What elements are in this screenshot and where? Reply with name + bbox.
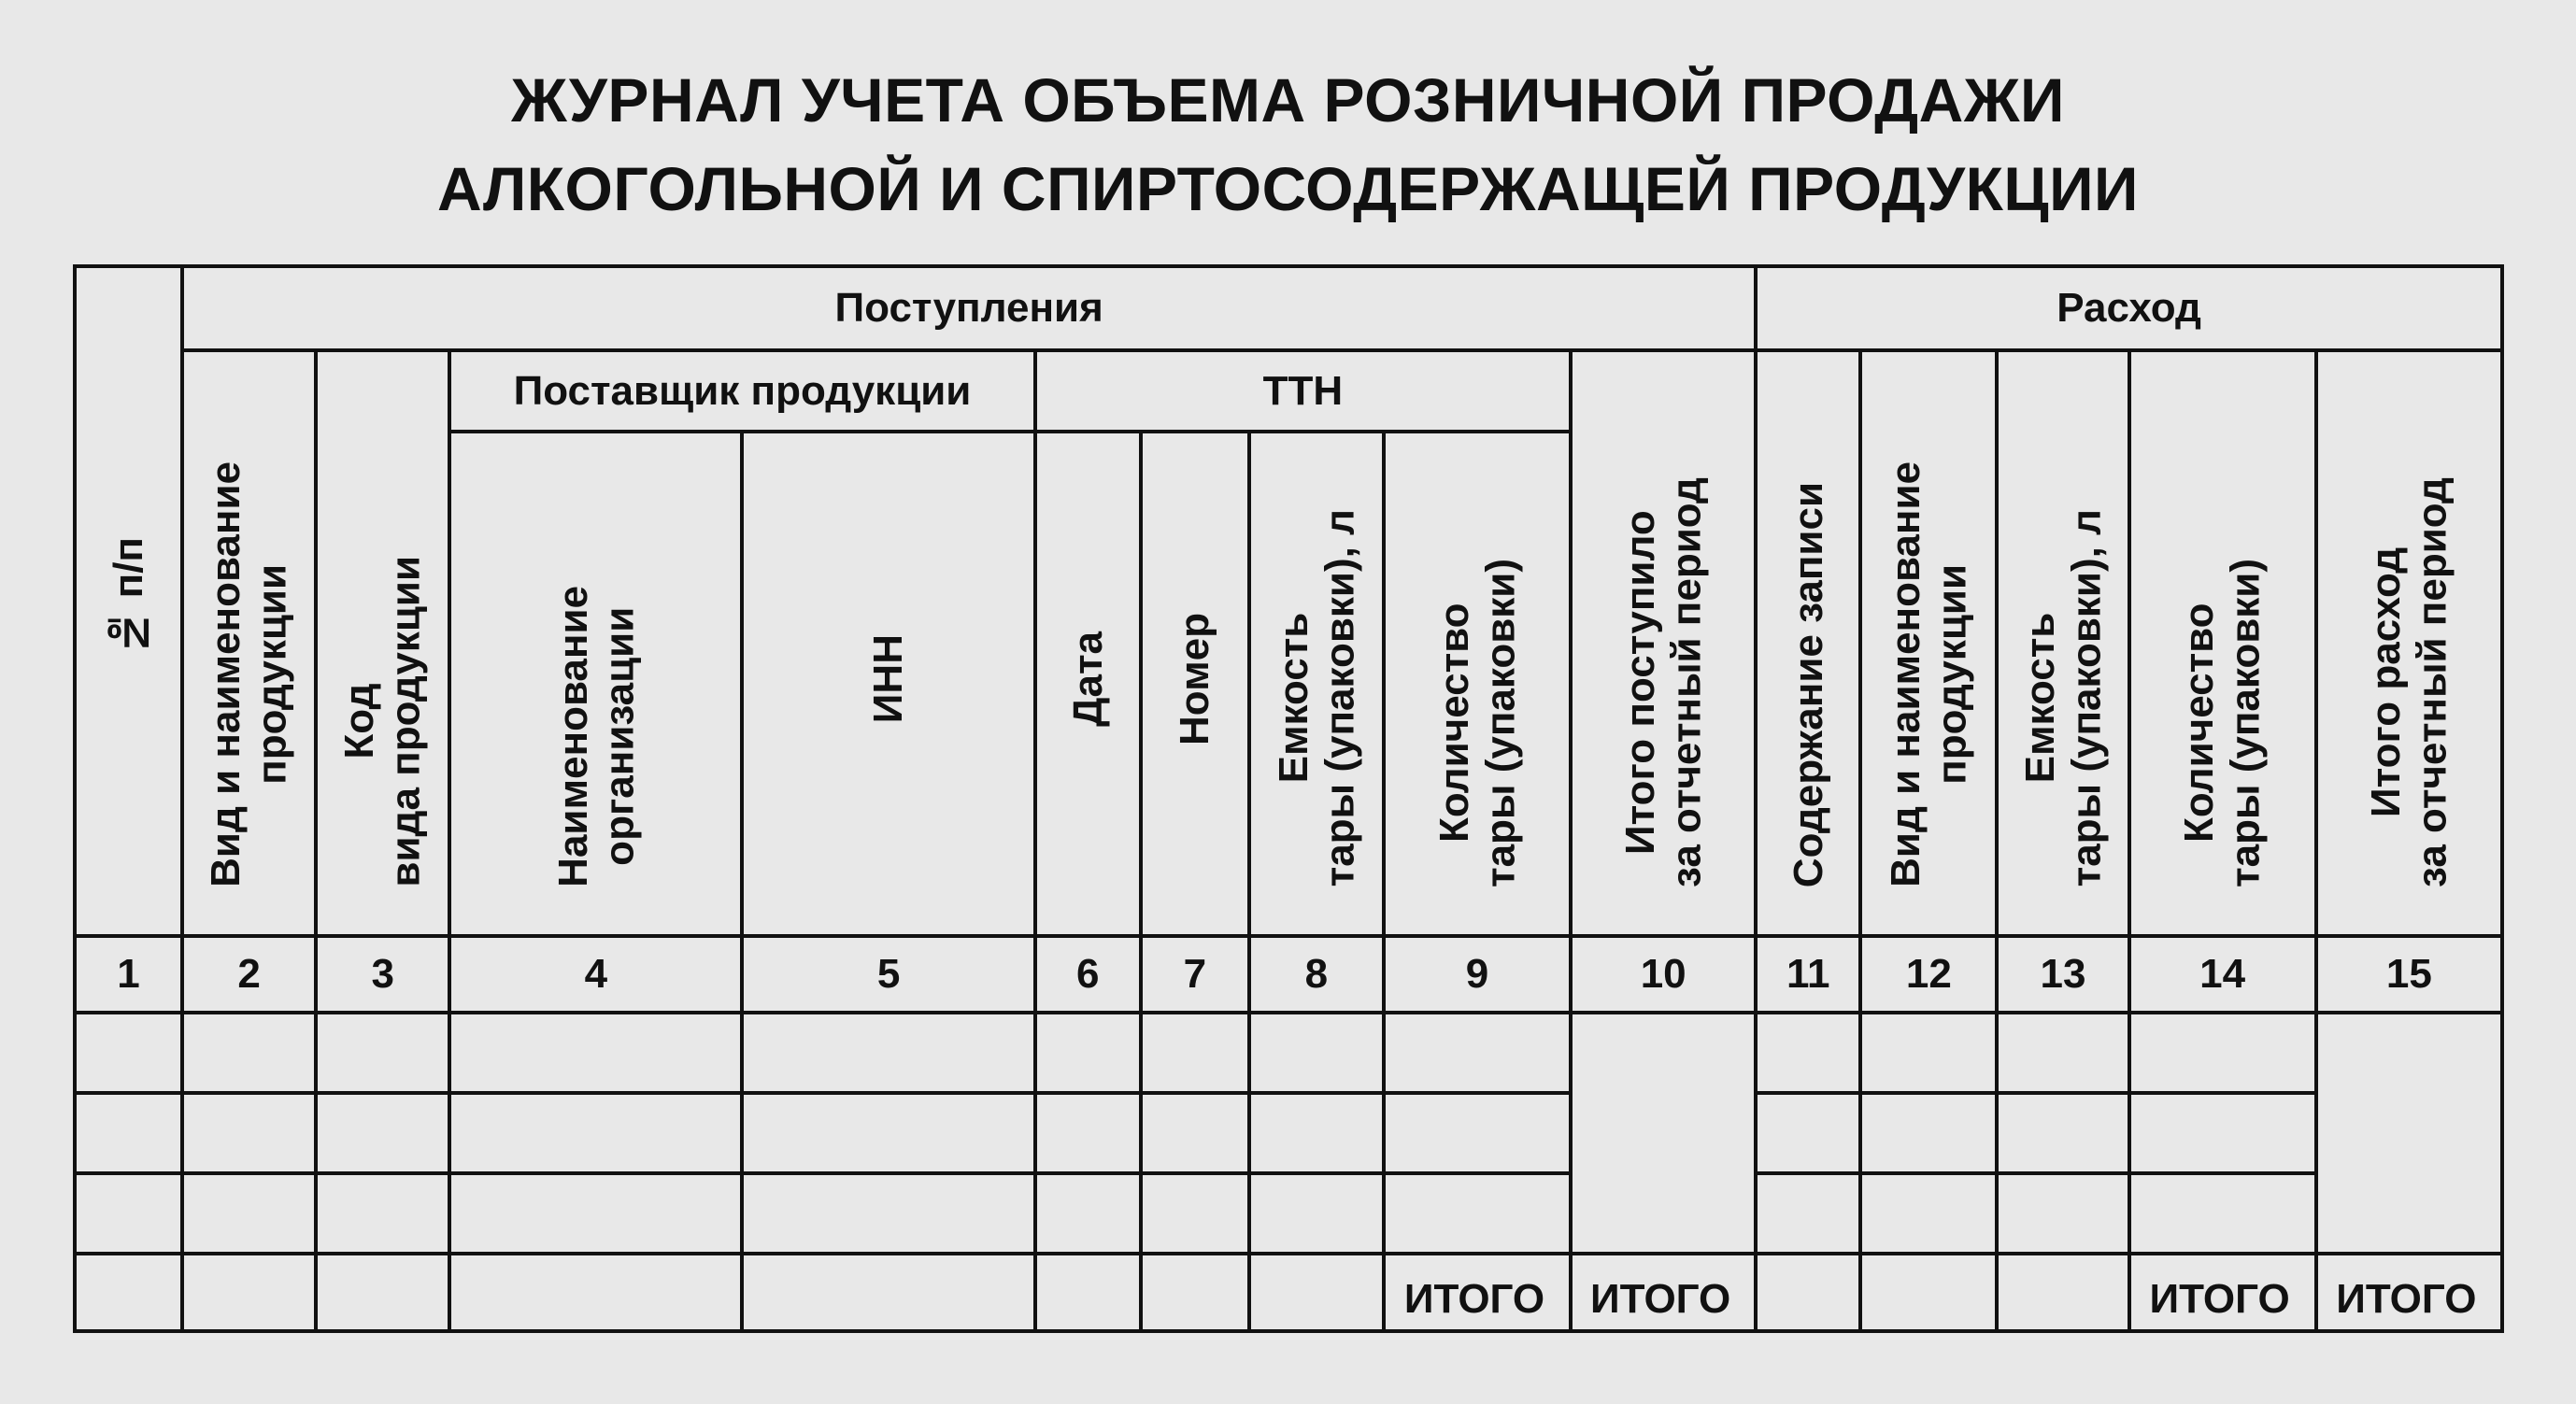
table-row	[75, 1093, 2502, 1173]
header-r-kol-label: Количество тары (упаковки)	[2176, 558, 2269, 887]
header-soderzhanie	[1756, 350, 1860, 936]
table-cell-itogo-raskhod-merged[interactable]	[2316, 1013, 2502, 1254]
col-num-15: 15	[2316, 936, 2502, 1013]
table-cell[interactable]	[1035, 1173, 1141, 1254]
header-kod	[316, 350, 449, 936]
table-cell[interactable]	[1141, 1013, 1249, 1093]
col-num-13: 13	[1997, 936, 2128, 1013]
col-num-10: 10	[1571, 936, 1756, 1013]
table-cell[interactable]	[449, 1254, 742, 1331]
header-emkost-tary	[1249, 432, 1384, 936]
table-cell[interactable]	[1384, 1013, 1571, 1093]
col-num-6: 6	[1035, 936, 1141, 1013]
table-cell[interactable]	[1756, 1254, 1860, 1331]
table-cell[interactable]	[1997, 1093, 2128, 1173]
table-cell[interactable]	[1756, 1173, 1860, 1254]
col-num-9: 9	[1384, 936, 1571, 1013]
header-inn	[742, 432, 1034, 936]
table-row	[75, 1013, 2502, 1093]
table-cell[interactable]	[75, 1254, 182, 1331]
table-cell[interactable]	[1997, 1013, 2128, 1093]
col-num-4: 4	[449, 936, 742, 1013]
column-numbers-row	[75, 936, 2502, 1013]
table-cell[interactable]	[1141, 1173, 1249, 1254]
header-itogo-postupilo	[1571, 350, 1756, 936]
table-cell[interactable]	[1035, 1013, 1141, 1093]
header-vid-naim-label: Вид и наименование продукции	[203, 461, 295, 887]
header-r-vid-naim-label: Вид и наименование продукции	[1883, 461, 1975, 887]
table-cell[interactable]	[1141, 1093, 1249, 1173]
header-r-kol	[2129, 350, 2316, 936]
header-vid-naim	[182, 350, 316, 936]
document-title	[0, 56, 2576, 234]
journal-table	[73, 264, 2504, 1333]
table-cell[interactable]	[1249, 1254, 1384, 1331]
table-cell[interactable]	[182, 1013, 316, 1093]
table-cell[interactable]	[1035, 1093, 1141, 1173]
header-postupleniya: Поступления	[182, 266, 1756, 350]
total-col-9: ИТОГО	[1384, 1254, 1571, 1331]
table-cell[interactable]	[182, 1093, 316, 1173]
total-col-14: ИТОГО	[2129, 1254, 2316, 1331]
header-kol-tary	[1384, 432, 1571, 936]
header-emkost-tary-label: Емкость тары (упаковки), л	[1270, 509, 1362, 887]
table-cell[interactable]	[1249, 1093, 1384, 1173]
table-cell[interactable]	[1141, 1254, 1249, 1331]
table-cell[interactable]	[75, 1173, 182, 1254]
header-row-2	[75, 350, 2502, 432]
table-cell[interactable]	[1997, 1254, 2128, 1331]
table-cell[interactable]	[316, 1254, 449, 1331]
table-cell[interactable]	[1756, 1093, 1860, 1173]
table-cell[interactable]	[1860, 1093, 1997, 1173]
table-cell[interactable]	[1249, 1013, 1384, 1093]
table-cell[interactable]	[1384, 1093, 1571, 1173]
table-cell[interactable]	[1249, 1173, 1384, 1254]
table-cell[interactable]	[182, 1173, 316, 1254]
header-nomer-label: Номер	[1172, 612, 1218, 745]
col-num-14: 14	[2129, 936, 2316, 1013]
header-r-vid-naim	[1860, 350, 1997, 936]
table-cell[interactable]	[1860, 1254, 1997, 1331]
title-line-1: ЖУРНАЛ УЧЕТА ОБЪЕМА РОЗНИЧНОЙ ПРОДАЖИ	[511, 65, 2065, 135]
header-num-label: № п/п	[105, 537, 151, 656]
col-num-11: 11	[1756, 936, 1860, 1013]
table-cell-itogo-postupilo-merged[interactable]	[1571, 1013, 1756, 1254]
header-inn-label: ИНН	[865, 634, 912, 724]
header-data-label: Дата	[1064, 631, 1111, 727]
header-naim-org	[449, 432, 742, 936]
table-cell[interactable]	[75, 1013, 182, 1093]
table-cell[interactable]	[316, 1013, 449, 1093]
table-cell[interactable]	[2129, 1013, 2316, 1093]
header-itogo-raskhod-label: Итого расход за отчетный период	[2363, 476, 2455, 887]
table-cell[interactable]	[2129, 1173, 2316, 1254]
header-postavshchik: Поставщик продукции	[449, 350, 1034, 432]
table-cell[interactable]	[75, 1093, 182, 1173]
table-cell[interactable]	[449, 1173, 742, 1254]
table-cell[interactable]	[316, 1173, 449, 1254]
total-col-10: ИТОГО	[1571, 1254, 1756, 1331]
header-kod-label: Код вида продукции	[336, 556, 429, 887]
table-cell[interactable]	[1860, 1173, 1997, 1254]
table-cell[interactable]	[1860, 1013, 1997, 1093]
col-num-8: 8	[1249, 936, 1384, 1013]
header-itogo-postupilo-label: Итого поступило за отчетный период	[1616, 476, 1710, 887]
header-num	[75, 266, 182, 936]
header-itogo-raskhod	[2316, 350, 2502, 936]
table-cell[interactable]	[1384, 1173, 1571, 1254]
header-kol-tary-label: Количество тары (упаковки)	[1430, 558, 1524, 887]
header-nomer	[1141, 432, 1249, 936]
table-row	[75, 1173, 2502, 1254]
header-data	[1035, 432, 1141, 936]
total-col-15: ИТОГО	[2316, 1254, 2502, 1331]
table-cell[interactable]	[742, 1254, 1034, 1331]
header-ttn: ТТН	[1035, 350, 1571, 432]
title-line-2: АЛКОГОЛЬНОЙ И СПИРТОСОДЕРЖАЩЕЙ ПРОДУКЦИИ	[437, 154, 2139, 223]
col-num-5: 5	[742, 936, 1034, 1013]
table-cell[interactable]	[742, 1013, 1034, 1093]
table-cell[interactable]	[1035, 1254, 1141, 1331]
table-cell[interactable]	[449, 1093, 742, 1173]
header-raskhod: Расход	[1756, 266, 2502, 350]
table-cell[interactable]	[316, 1093, 449, 1173]
header-r-emkost-label: Емкость тары (упаковки), л	[2016, 509, 2109, 887]
table-cell[interactable]	[2129, 1093, 2316, 1173]
col-num-12: 12	[1860, 936, 1997, 1013]
header-r-emkost	[1997, 350, 2128, 936]
col-num-1: 1	[75, 936, 182, 1013]
table-cell[interactable]	[449, 1013, 742, 1093]
table-cell[interactable]	[1756, 1013, 1860, 1093]
table-cell[interactable]	[1997, 1173, 2128, 1254]
table-cell[interactable]	[742, 1093, 1034, 1173]
header-row-1	[75, 266, 2502, 350]
header-naim-org-label: Наименование организации	[549, 585, 642, 887]
table-cell[interactable]	[182, 1254, 316, 1331]
col-num-2: 2	[182, 936, 316, 1013]
totals-row	[75, 1254, 2502, 1331]
header-soderzhanie-label: Содержание записи	[1785, 481, 1831, 887]
table-cell[interactable]	[742, 1173, 1034, 1254]
col-num-7: 7	[1141, 936, 1249, 1013]
col-num-3: 3	[316, 936, 449, 1013]
